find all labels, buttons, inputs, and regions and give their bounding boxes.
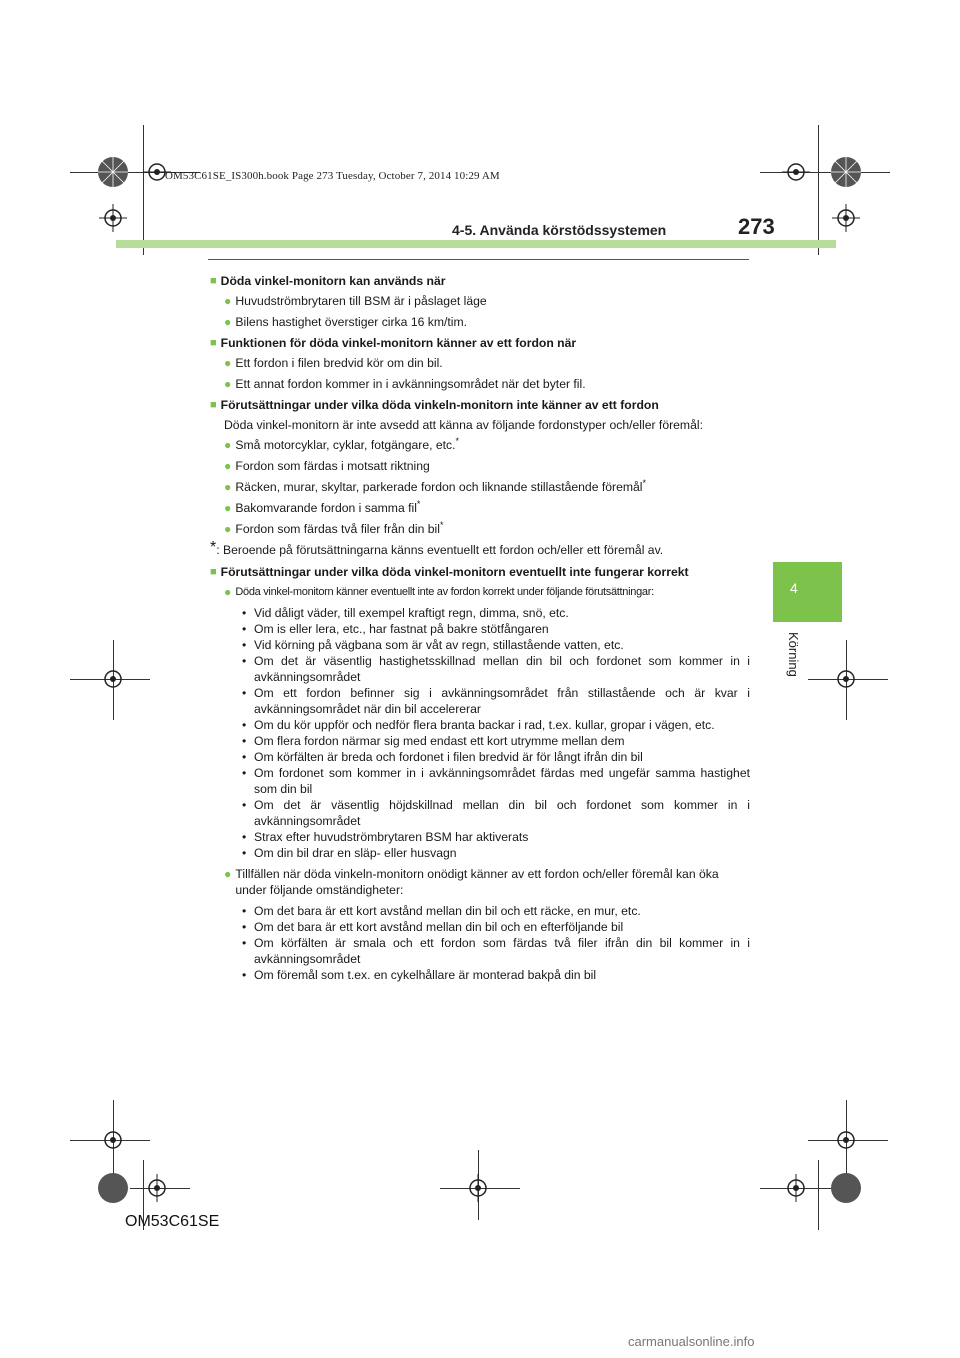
sub-item: • Om du kör uppför och nedför flera branta backar i rad, t.ex. kullar, gropar i vägen, etc.: [242, 718, 715, 732]
sub-item: • Om det bara är ett kort avstånd mellan din bil och en efterföljande bil: [242, 920, 624, 934]
list-item: ● Bakomvarande fordon i samma fil*: [224, 498, 421, 515]
sub-item: • Om det är väsentlig höjdskillnad mellan din bil och fordonet som kommer in i avkänningsområdet: [242, 798, 750, 828]
sub-item: • Om fordonet som kommer in i avkänningsområdet färdas med ungefär samma hastighet som din bil: [242, 766, 750, 796]
sub-item: • Om ett fordon befinner sig i avkänningsområdet från stillastående och är kvar i avkänningsområdet när din bil accelererar: [242, 686, 750, 716]
chapter-tab: [773, 562, 842, 622]
chapter-label: Körning: [786, 632, 801, 677]
sub-item: • Strax efter huvudströmbrytaren BSM har aktiverats: [242, 830, 529, 844]
list-item: ● Ett fordon i filen bredvid kör om din bil.: [224, 356, 443, 370]
section-heading: ■ Förutsättningar under vilka döda vinkel-monitorn eventuellt inte fungerar korrekt: [210, 565, 689, 579]
list-item: ● Ett annat fordon kommer in i avkänningsområdet när det byter fil.: [224, 377, 586, 391]
list-item: ● Små motorcyklar, cyklar, fotgängare, etc.*: [224, 435, 460, 452]
list-item: ● Tillfällen när döda vinkeln-monitorn onödigt känner av ett fordon och/eller föremål kan öka under följande omständigheter:: [224, 867, 719, 897]
section-title: 4-5. Använda körstödssystemen: [452, 222, 667, 238]
sub-item: • Om föremål som t.ex. en cykelhållare är monterad bakpå din bil: [242, 968, 597, 982]
paragraph: Döda vinkel-monitorn är inte avsedd att känna av följande fordonstyper och/eller föremål:: [224, 418, 703, 432]
list-item: ● Fordon som färdas två filer från din bil*: [224, 519, 444, 536]
header-bar: [116, 240, 836, 248]
chapter-number: 4: [790, 580, 798, 596]
sub-item: • Vid dåligt väder, till exempel kraftigt regn, dimma, snö, etc.: [242, 606, 569, 620]
list-item: ● Döda vinkel-monitorn känner eventuellt inte av fordon korrekt under följande förutsättningar:: [224, 585, 654, 599]
watermark: carmanualsonline.info: [628, 1334, 755, 1349]
page-number: 273: [738, 214, 775, 239]
sub-item: • Vid körning på vägbana som är våt av regn, stillastående vatten, etc.: [242, 638, 624, 652]
sub-item: • Om det är väsentlig hastighetsskillnad mellan din bil och fordonet som kommer in i avkänningsområdet: [242, 654, 750, 684]
document-code: OM53C61SE: [125, 1213, 220, 1230]
footnote: * : Beroende på förutsättningarna känns eventuellt ett fordon och/eller ett föremål av.: [210, 539, 664, 557]
sub-item: • Om körfälten är breda och fordonet i filen bredvid är för långt ifrån din bil: [242, 750, 643, 764]
section-heading: ■ Förutsättningar under vilka döda vinkeln-monitorn inte känner av ett fordon: [210, 398, 659, 412]
list-item: ● Fordon som färdas i motsatt riktning: [224, 459, 430, 473]
sub-item: • Om flera fordon närmar sig med endast ett kort utrymme mellan dem: [242, 734, 625, 748]
section-heading: ■ Funktionen för döda vinkel-monitorn känner av ett fordon när: [210, 336, 577, 350]
header-rule: [208, 259, 749, 260]
sub-item: • Om körfälten är smala och ett fordon som färdas två filer ifrån din bil kommer in i avkänningsområdet: [242, 936, 750, 966]
list-item: ● Huvudströmbrytaren till BSM är i påslaget läge: [224, 294, 487, 308]
page-content: [210, 268, 750, 983]
list-item: ● Bilens hastighet överstiger cirka 16 km/tim.: [224, 315, 468, 329]
sub-item: • Om is eller lera, etc., har fastnat på bakre stötfångaren: [242, 622, 549, 636]
sub-item: • Om det bara är ett kort avstånd mellan din bil och ett räcke, en mur, etc.: [242, 904, 641, 918]
section-heading: ■ Döda vinkel-monitorn kan används när: [210, 274, 446, 288]
sub-item: • Om din bil drar en släp- eller husvagn: [242, 846, 457, 860]
list-item: ● Räcken, murar, skyltar, parkerade fordon och liknande stillastående föremål*: [224, 477, 647, 494]
book-info-line: OM53C61SE_IS300h.book Page 273 Tuesday, October 7, 2014 10:29 AM: [165, 170, 500, 182]
